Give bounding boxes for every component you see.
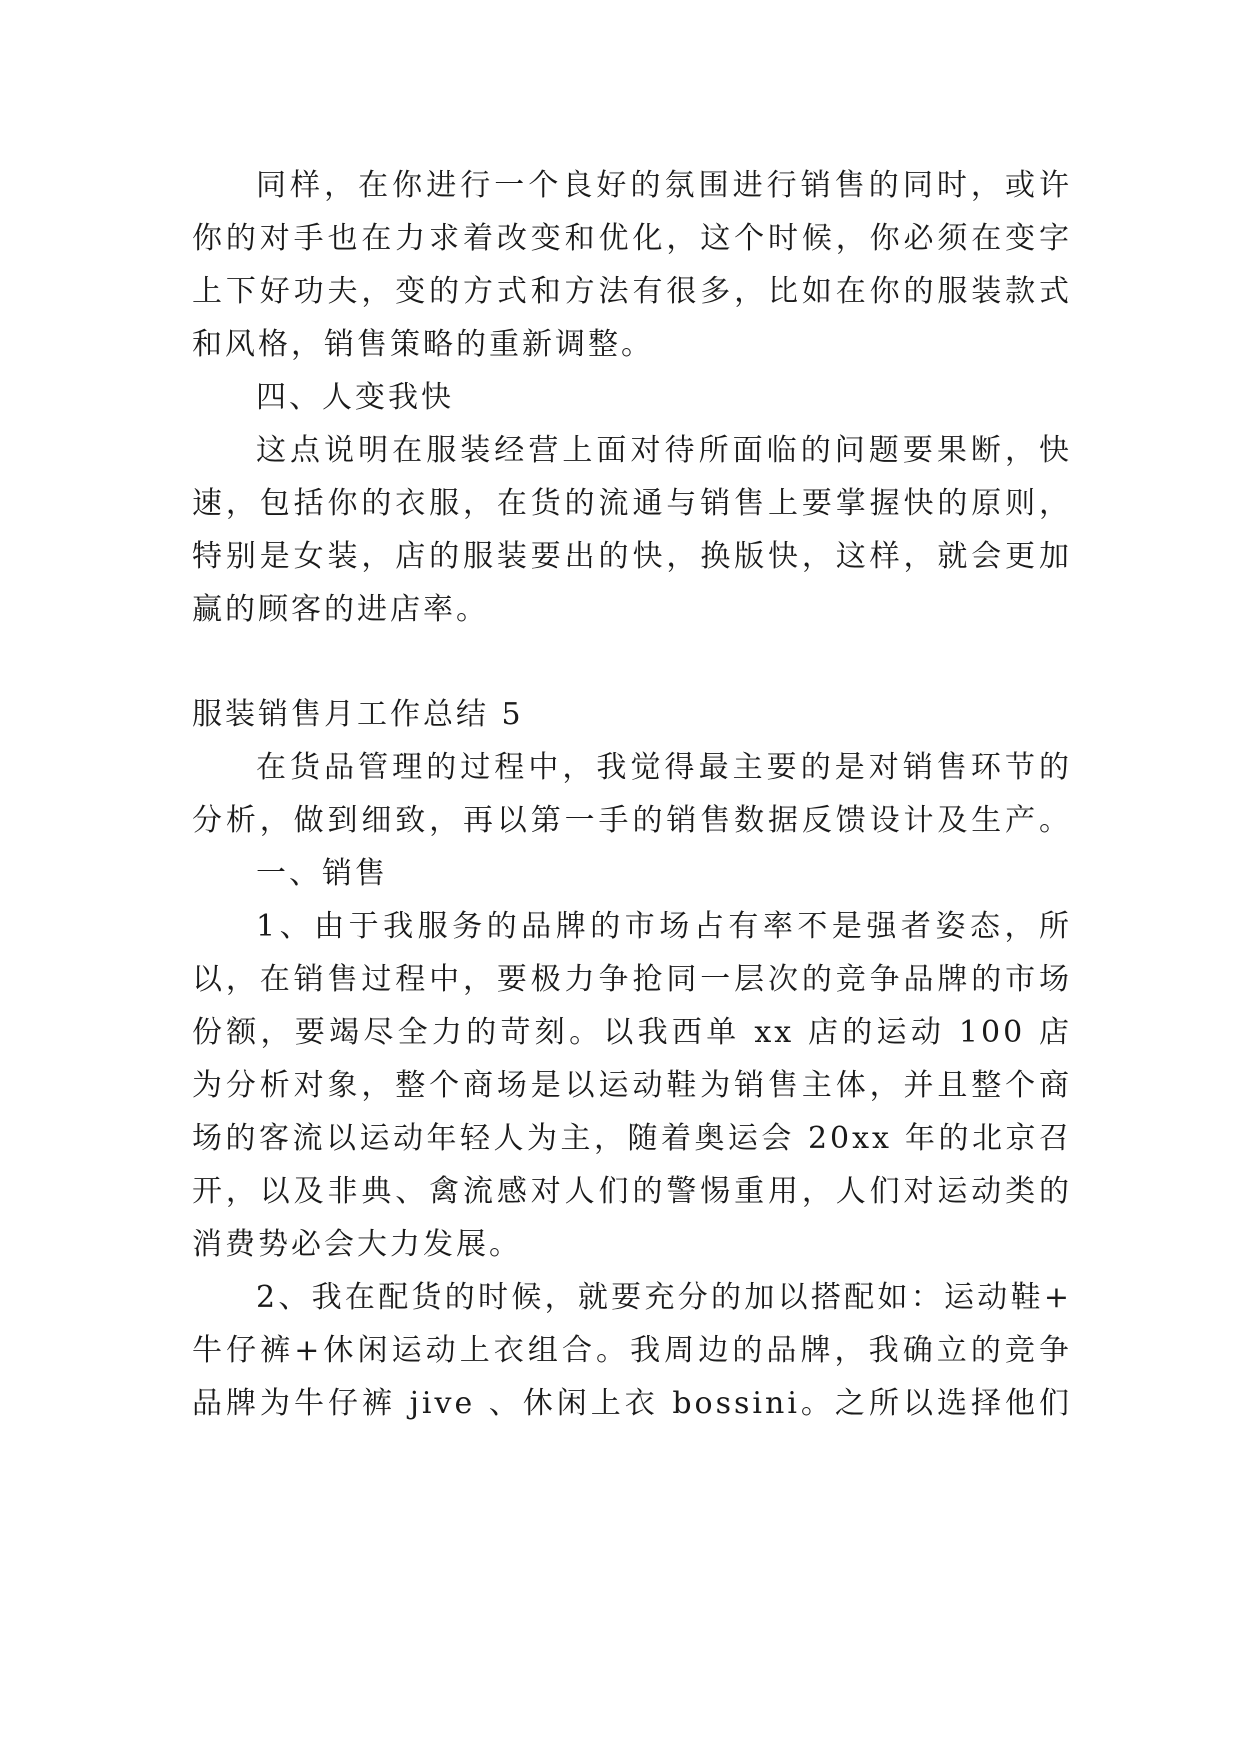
section-heading: 四、人变我快 bbox=[256, 380, 454, 415]
paragraph-line: 速，包括你的衣服，在货的流通与销售上要掌握快的原则， bbox=[192, 486, 1072, 521]
paragraph-line: 消费势必会大力发展。 bbox=[192, 1227, 522, 1262]
paragraph-line: 牛仔裤+休闲运动上衣组合。我周边的品牌，我确立的竞争 bbox=[192, 1333, 1072, 1368]
paragraph-line: 在货品管理的过程中，我觉得最主要的是对销售环节的 bbox=[256, 750, 1072, 785]
paragraph-line: 1、由于我服务的品牌的市场占有率不是强者姿态，所 bbox=[256, 909, 1072, 944]
paragraph-line: 和风格，销售策略的重新调整。 bbox=[192, 327, 654, 362]
paragraph-line: 份额，要竭尽全力的苛刻。以我西单 xx 店的运动 100 店 bbox=[192, 1015, 1072, 1050]
paragraph-line: 分析，做到细致，再以第一手的销售数据反馈设计及生产。 bbox=[192, 803, 1072, 838]
paragraph-line: 赢的顾客的进店率。 bbox=[192, 592, 489, 627]
paragraph-line: 品牌为牛仔裤 jive 、休闲上衣 bossini。之所以选择他们 bbox=[192, 1386, 1072, 1421]
section-heading: 一、销售 bbox=[256, 856, 388, 891]
paragraph-line: 以，在销售过程中，要极力争抢同一层次的竞争品牌的市场 bbox=[192, 962, 1072, 997]
paragraph-line: 同样，在你进行一个良好的氛围进行销售的同时，或许 bbox=[256, 168, 1072, 203]
article-title: 服装销售月工作总结 5 bbox=[192, 697, 524, 732]
paragraph-line: 上下好功夫，变的方式和方法有很多，比如在你的服装款式 bbox=[192, 274, 1072, 309]
paragraph-line: 你的对手也在力求着改变和优化，这个时候，你必须在变字 bbox=[192, 221, 1072, 256]
paragraph-line: 2、我在配货的时候，就要充分的加以搭配如：运动鞋+ bbox=[256, 1280, 1072, 1315]
paragraph-line: 特别是女装，店的服装要出的快，换版快，这样，就会更加 bbox=[192, 539, 1072, 574]
paragraph-line: 开，以及非典、禽流感对人们的警惕重用，人们对运动类的 bbox=[192, 1174, 1072, 1209]
paragraph-line: 为分析对象，整个商场是以运动鞋为销售主体，并且整个商 bbox=[192, 1068, 1072, 1103]
paragraph-line: 场的客流以运动年轻人为主，随着奥运会 20xx 年的北京召 bbox=[192, 1121, 1072, 1156]
paragraph-line: 这点说明在服装经营上面对待所面临的问题要果断，快 bbox=[256, 433, 1072, 468]
